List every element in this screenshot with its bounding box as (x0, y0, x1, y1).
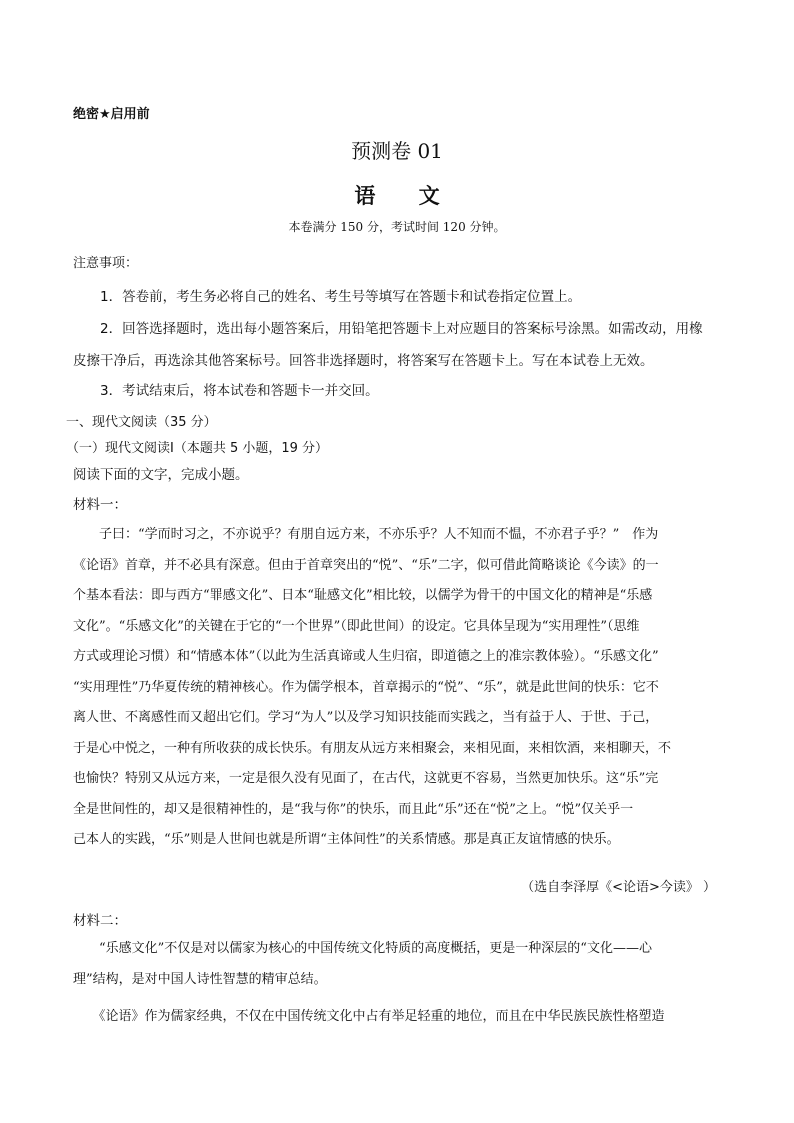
material2-text (73, 934, 723, 995)
material1-line: 方式或理论习惯）和“情感本体”（以此为生活真谛或人生归宿，即道德之上的准宗教体验）。“乐感文化” (73, 649, 659, 664)
material1-line: 个基本看法：即与西方“罪感文化”、日本“耻感文化”相比较，以儒学为骨干的中国文化的精神是“乐感 (73, 588, 653, 603)
material1-source: （选自李泽厚《<论语>今读》 ） (521, 880, 716, 895)
note-item-2: 2．回答选择题时，选出每小题答案后，用铅笔把答题卡上对应题目的答案标号涂黑。如需改动，用橡 (100, 321, 703, 337)
material1-line: 也愉快？特别又从远方来，一定是很久没有见面了，在古代，这就更不容易，当然更加快乐。这“乐”完 (73, 771, 659, 786)
note-item-3: 3．考试结束后，将本试卷和答题卡一并交回。 (100, 383, 379, 399)
material1-line: 于是心中悦之，一种有所收获的成长快乐。有朋友从远方来相聚会，来相见面，来相饮酒，来相聊天，不 (73, 740, 672, 756)
material1-line: 文化”。“乐感文化”的关键在于它的“一个世界”（即此世间）的设定。它具体呈现为“实用理性”（思维 (73, 618, 640, 634)
subject-title: 语 文 (354, 183, 458, 208)
material2-text-2 (73, 1002, 723, 1033)
sub-section-heading: （一）现代文阅读Ⅰ（本题共 5 小题，19 分） (66, 441, 329, 456)
material1-line: 全是世间性的，却又是很精神性的，是“我与你”的快乐，而且此“乐”还在“悦”之上。“悦”仅关乎一 (73, 801, 634, 817)
note-item-1: 1．答卷前，考生务必将自己的姓名、考生号等填写在答题卡和试卷指定位置上。 (100, 289, 582, 305)
material1-line: 离人世、不离感性而又超出它们。学习“为人”以及学习知识技能而实践之，当有益于人、于世、于己， (73, 710, 659, 725)
note-item-2-cont: 皮擦干净后，再选涂其他答案标号。回答非选择题时，将答案写在答题卡上。写在本试卷上无效。 (73, 353, 654, 369)
material1-line: 子曰：“学而时习之，不亦说乎？有朋自远方来，不亦乐乎？人不知而不愠，不亦君子乎？” 作为 (73, 527, 659, 542)
page-title: 预测卷 01 (351, 139, 443, 163)
material1-text (73, 520, 723, 856)
material1-line: 己本人的实践，“乐”则是人世间也就是所谓“主体间性”的关系情感。那是真正友谊情感的快乐。 (73, 832, 620, 847)
material1-line: 《论语》首章，并不必具有深意。但由于首章突出的“悦”、“乐”二字，似可借此简略谈论《今读》的一 (73, 557, 659, 573)
section-heading: 一、现代文阅读（35 分） (66, 415, 217, 430)
notes-heading: 注意事项： (73, 256, 139, 271)
score-note: 本卷满分 150 分，考试时间 120 分钟。 (288, 220, 506, 234)
material2-line: 《论语》作为儒家经典，不仅在中国传统文化中占有举足轻重的地位，而且在中华民族民族性格塑造 (73, 1009, 665, 1024)
material2-label: 材料二： (73, 913, 127, 929)
material1-label: 材料一： (73, 497, 127, 513)
material1-line: “实用理性”乃华夏传统的精神核心。作为儒学根本，首章揭示的“悦”、“乐”，就是此世间的快乐：它不 (73, 679, 659, 695)
secret-label: 绝密★启用前 (73, 107, 150, 122)
reading-instruction: 阅读下面的文字，完成小题。 (73, 467, 249, 483)
material2-line: 理”结构，是对中国人诗性智慧的精审总结。 (73, 971, 327, 987)
material2-line: “乐感文化”不仅是对以儒家为核心的中国传统文化特质的高度概括，更是一种深层的“文化——心 (73, 941, 652, 956)
